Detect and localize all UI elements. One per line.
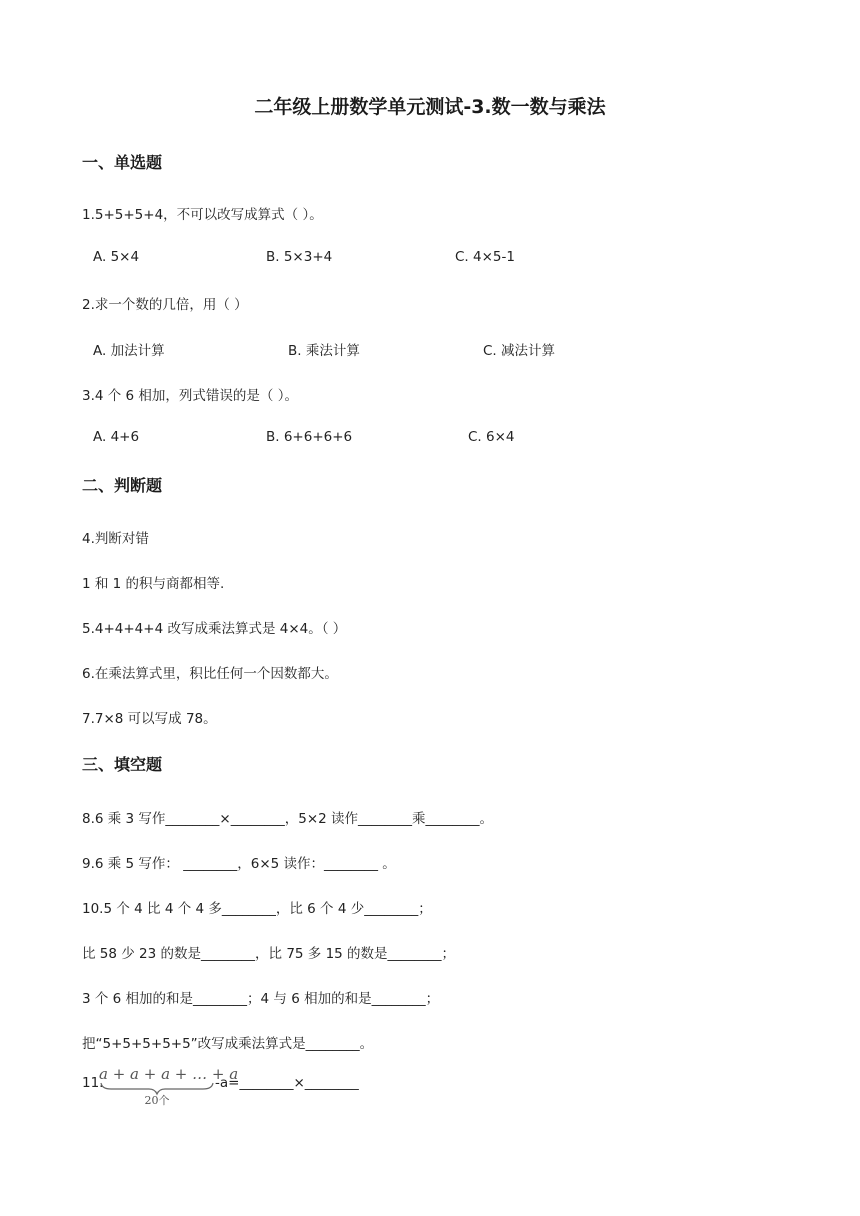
question-1-option-b: B. 5×3+4 [266,249,333,265]
question-1-option-c: C. 4×5-1 [455,249,515,265]
question-2-option-c: C. 减法计算 [483,343,556,359]
brace-label: 20个 [144,1094,170,1107]
question-8-text: 8.6 乘 3 写作________×________，5×2 读作________乘________。 [82,811,494,827]
question-4-statement: 1 和 1 的积与商都相等. [82,576,225,592]
question-9-text: 9.6 乘 5 写作： ________，6×5 读作：________ 。 [82,856,396,872]
question-10-line-2: 比 58 少 23 的数是________，比 75 多 15 的数是________； [82,946,456,962]
question-11-number: 11. [82,1075,104,1091]
underbrace-shape [101,1083,213,1094]
question-3-option-c: C. 6×4 [468,429,515,445]
question-3-text: 3.4 个 6 相加，列式错误的是（ ）。 [82,388,298,404]
question-3-option-b: B. 6+6+6+6 [266,429,353,445]
question-10-line-1: 10.5 个 4 比 4 个 4 多________，比 6 个 4 少________； [82,901,432,917]
question-11-tail: -a=________×________ [215,1075,359,1091]
question-5-text: 5.4+4+4+4 改写成乘法算式是 4×4。（ ） [82,621,347,637]
question-4-text: 4.判断对错 [82,531,149,547]
question-10-line-4: 把“5+5+5+5+5”改写成乘法算式是________。 [82,1036,374,1052]
section-heading-fill-blank: 三、填空题 [82,755,163,774]
question-1-text: 1.5+5+5+4，不可以改写成算式（ ）。 [82,207,323,223]
question-10-line-3: 3 个 6 相加的和是________；4 与 6 相加的和是________； [82,991,440,1007]
question-11 [82,1064,402,1106]
question-6-text: 6.在乘法算式里，积比任何一个因数都大。 [82,666,338,682]
question-3-option-a: A. 4+6 [93,429,140,445]
section-heading-single-choice: 一、单选题 [82,153,163,172]
question-2-option-b: B. 乘法计算 [288,343,360,359]
question-1-option-a: A. 5×4 [93,249,140,265]
question-2-text: 2.求一个数的几倍，用（ ） [82,297,248,313]
page-title: 二年级上册数学单元测试-3.数一数与乘法 [254,96,606,118]
formula-expression: a + a + a + … + a [99,1065,239,1083]
question-7-text: 7.7×8 可以写成 78。 [82,711,217,727]
section-heading-true-false: 二、判断题 [82,476,163,495]
brace-formula [99,1064,239,1107]
question-2-option-a: A. 加法计算 [93,343,165,359]
